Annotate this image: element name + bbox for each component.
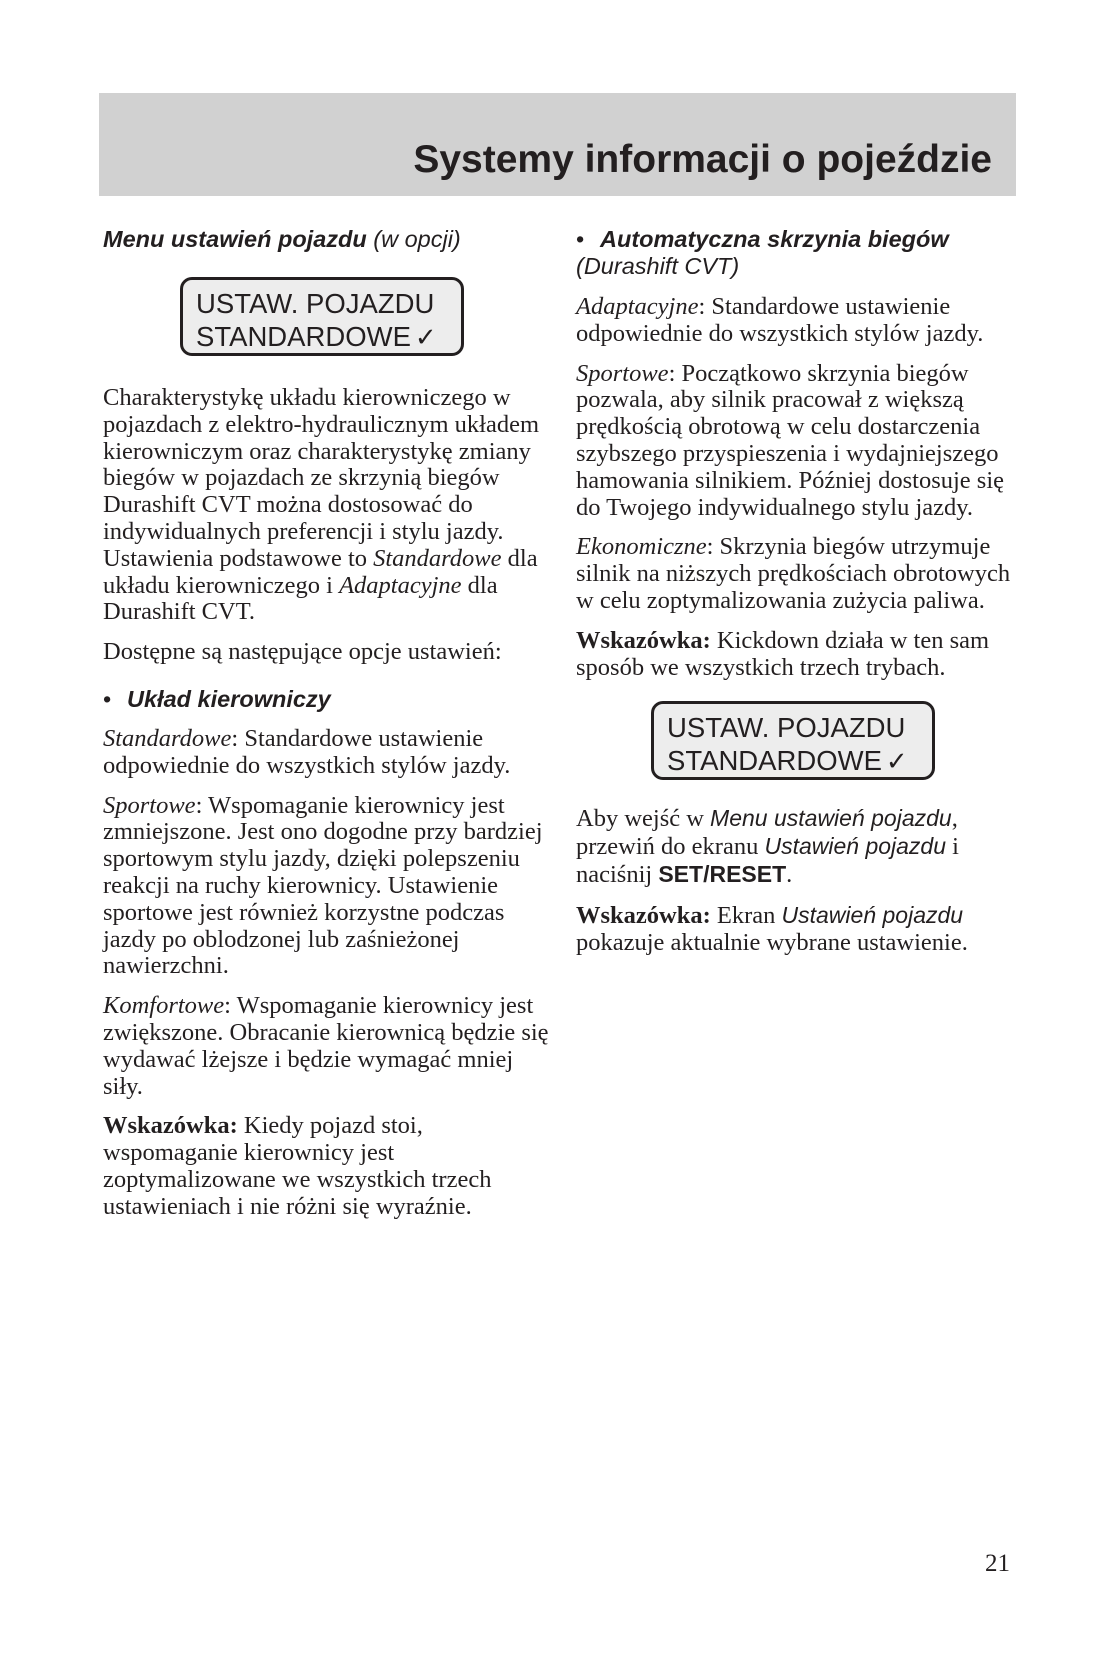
note-label: Wskazówka: [576,901,711,929]
steering-heading [103,686,555,713]
checkmark-icon: ✓ [414,322,437,352]
page-title: Systemy informacji o pojeździe [413,138,992,181]
header-band [99,93,1016,196]
steering-heading-text: Układ kierowniczy [127,685,331,712]
steering-note-paragraph [103,1113,555,1220]
enter-menu-paragraph [576,805,1016,888]
display-line-2 [667,744,932,778]
note-screen-name: Ustawień pojazdu [781,901,964,928]
steering-comfort-label: Komfortowe [103,992,225,1020]
note-text-b: pokazuje aktualnie wybrane ustawienie. [576,928,968,956]
intro-emphasis-standard: Standardowe [373,544,502,572]
bullet-icon: • [576,226,585,252]
trans-adaptive-paragraph [576,294,1016,348]
page-number: 21 [985,1550,1010,1577]
trans-sport-label: Sportowe [576,359,669,387]
trans-sport-text: : Początkowo skrzynia biegów pozwala, aby silnik pracował z większą prędkością obrotową w celu dostarczenia szybszego przyspieszenia i wydajniejszego hamowania silnikiem. Później dostosuje się do Twojego indywidualnego stylu jazdy. [576,359,1005,521]
trans-eco-text: : Skrzynia biegów utrzymuje silnik na niższych prędkościach obrotowych w celu zoptymalizowania zużycia paliwa. [576,533,1011,614]
steering-sport-label: Sportowe [103,791,196,819]
trans-adaptive-text: : Standardowe ustawienie odpowiednie do wszystkich stylów jazdy. [576,293,984,347]
display-line-1: USTAW. POJAZDU [196,288,435,319]
enter-screen-name: Ustawień pojazdu [764,833,947,860]
screen-note-paragraph [576,902,1016,957]
vehicle-settings-display [651,701,935,780]
enter-menu-name: Menu ustawień pojazdu [710,805,952,832]
note-text: Kiedy pojazd stoi, wspomaganie kierownicy jest zoptymalizowane we wszystkich trzech ustawieniach i nie różni się wyraźnie. [103,1112,492,1220]
note-text-a: Ekran [710,901,782,929]
steering-standard-text: : Standardowe ustawienie odpowiednie do wszystkich stylów jazdy. [103,724,511,779]
steering-sport-paragraph [103,793,555,981]
display-line-1: USTAW. POJAZDU [667,712,906,744]
section-heading [103,226,555,253]
steering-standard-paragraph [103,726,555,780]
transmission-heading-text: Automatyczna skrzynia biegów [600,226,949,252]
steering-comfort-text: : Wspomaganie kierownicy jest zwiększone. Obracanie kierownicą będzie się wydawać lżejsze i będzie wymagać mniej siły. [103,992,549,1100]
trans-eco-paragraph [576,534,1016,614]
intro-text-c: dla Durashift CVT. [103,571,498,626]
transmission-heading [576,226,1016,280]
display-line-2 [196,320,461,354]
options-paragraph: Dostępne są następujące opcje ustawień: [103,638,502,666]
enter-text-a: Aby wejść w [576,805,711,833]
trans-eco-label: Ekonomiczne [576,533,707,561]
steering-standard-label: Standardowe [103,724,232,752]
checkmark-icon: ✓ [885,746,908,777]
enter-text-c: i naciśnij [576,833,959,888]
intro-text-a: Charakterystykę układu kierowniczego w pojazdach z elektro-hydraulicznym układem kierowniczym oraz charakterystykę zmiany biegów w pojazdach ze skrzynią biegów Durashift CVT można dostosować do indywidualnych preferencji i stylu jazdy. Ustawienia podstawowe to [103,384,540,572]
display-line-2-text: STANDARDOWE [667,745,882,777]
enter-text-d: . [786,860,793,888]
trans-sport-paragraph [576,361,1016,522]
intro-emphasis-adaptive: Adaptacyjne [339,571,462,599]
section-heading-optional: (w opcji) [373,226,461,252]
intro-paragraph [103,385,555,626]
bullet-icon: • [103,685,112,712]
kickdown-note-paragraph [576,628,1016,682]
transmission-heading-sub: (Durashift CVT) [576,253,740,279]
note-label: Wskazówka: [576,626,711,654]
note-text: Kickdown działa w ten sam sposób we wszystkich trzech trybach. [576,626,990,681]
trans-adaptive-label: Adaptacyjne [576,293,699,320]
enter-text-b: , przewiń do ekranu [576,805,958,861]
right-column [576,226,1016,969]
set-reset-button-label: SET/RESET [658,860,787,887]
steering-comfort-paragraph [103,993,555,1100]
display-line-2-text: STANDARDOWE [196,321,411,352]
section-heading-title: Menu ustawień pojazdu [103,226,367,252]
steering-sport-text: : Wspomaganie kierownicy jest zmniejszone. Jest ono dogodne przy bardziej sportowym stylu jazdy, dzięki polepszeniu reakcji na ruchy kierownicy. Ustawienie sportowe jest również korzystne podczas jazdy po oblodzonej lub zaśnieżonej nawierzchni. [103,791,543,980]
vehicle-settings-display [180,277,464,356]
note-label: Wskazówka: [103,1112,238,1140]
left-column [103,226,555,1234]
intro-text-b: dla układu kierowniczego i [103,544,538,599]
